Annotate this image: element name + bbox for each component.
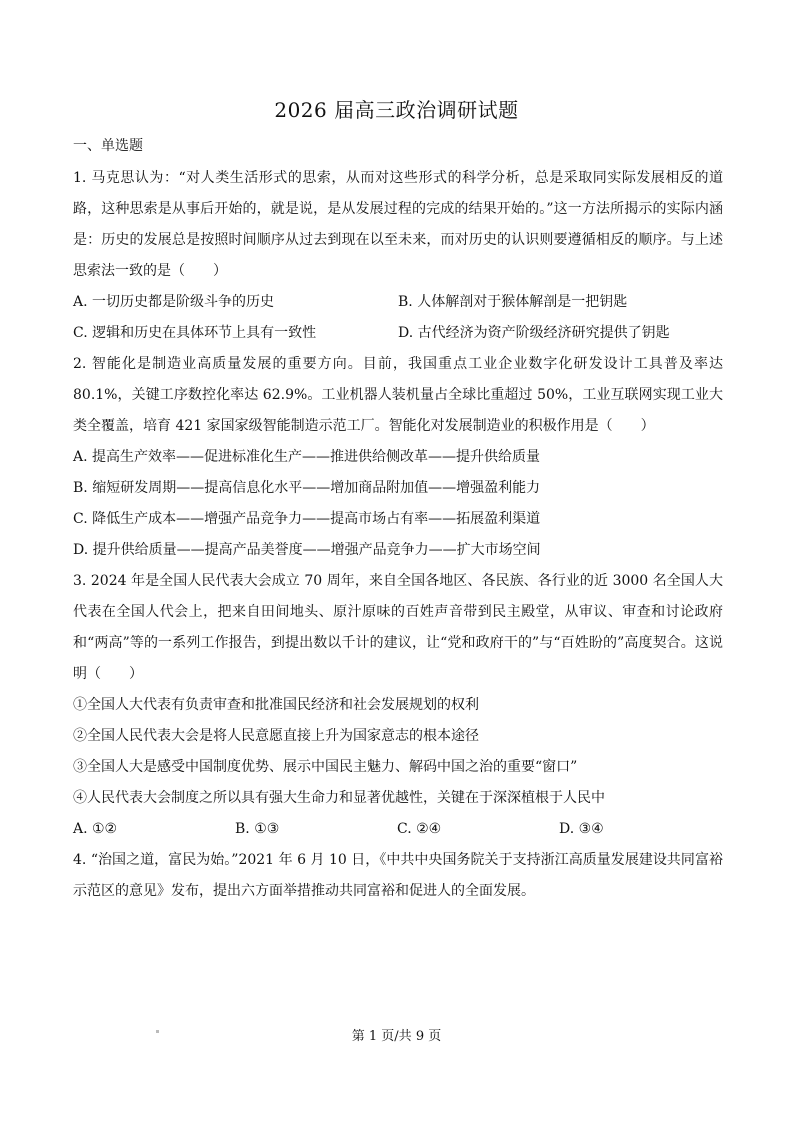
statement-2: ②全国人民代表大会是将人民意愿直接上升为国家意志的根本途径	[73, 728, 479, 744]
statement-3: ③全国人大是感受中国制度优势、展示中国民主魅力、解码中国之治的重要“窗口”	[73, 759, 578, 775]
option-row	[73, 814, 723, 845]
question-3	[73, 566, 723, 845]
question-4	[73, 845, 723, 907]
page-title: 2026 届高三政治调研试题	[274, 98, 519, 122]
option-b: B. 缩短研发周期——提高信息化水平——增加商品附加值——增强盈利能力	[73, 480, 541, 496]
question-stem: 2. 智能化是制造业高质量发展的重要方向。目前，我国重点工业企业数字化研发设计工具普及率达 80.1%，关键工序数控化率达 62.9%。工业机器人装机量占全球比重超过 50%，工业互联网实现工业大类全覆盖，培育 421 家国家级智能制造示范工厂。智能化对发展制造业的积极作用是（ ）	[73, 356, 723, 434]
page-footer: 第 1 页/共 9 页	[351, 1029, 442, 1044]
question-stem: 1. 马克思认为：“对人类生活形式的思索，从而对这些形式的科学分析，总是采取同实际发展相反的道路，这种思索是从事后开始的，就是说，是从发展过程的完成的结果开始的。”这一方法所揭示的实际内涵是：历史的发展总是按照时间顺序从过去到现在以至未来，而对历史的认识则要遵循相反的顺序。与上述思索法一致的是（ ）	[73, 170, 723, 279]
option-a: A. 一切历史都是阶级斗争的历史	[73, 294, 275, 310]
document-body	[73, 132, 723, 907]
option-a: A. 提高生产效率——促进标准化生产——推进供给侧改革——提升供给质量	[73, 449, 541, 465]
option-row	[73, 318, 723, 349]
question-stem: 3. 2024 年是全国人民代表大会成立 70 周年，来自全国各地区、各民族、各行业的近 3000 名全国人大代表在全国人代会上，把来自田间地头、原汁原味的百姓声音带到民主殿堂，从审议、审查和讨论政府和“两高”等的一系列工作报告，到提出数以千计的建议，让“党和政府干的”与“百姓盼的”高度契合。这说明（ ）	[73, 573, 723, 682]
option-d: D. ③④	[559, 821, 604, 837]
question-stem: 4. “治国之道，富民为始。”2021 年 6 月 10 日，《中共中央国务院关于支持浙江高质量发展建设共同富裕示范区的意见》发布，提出六方面举措推动共同富裕和促进人的全面发展。	[73, 852, 723, 899]
option-b: B. 人体解剖对于猴体解剖是一把钥匙	[398, 294, 628, 310]
option-c: C. 逻辑和历史在具体环节上具有一致性	[73, 325, 317, 341]
option-c: C. 降低生产成本——增强产品竞争力——提高市场占有率——拓展盈利渠道	[73, 511, 541, 527]
statement-4: ④人民代表大会制度之所以具有强大生命力和显著优越性，关键在于深深植根于人民中	[73, 790, 605, 806]
question-2	[73, 349, 723, 566]
option-b: B. ①③	[235, 821, 280, 837]
statement-1: ①全国人大代表有负责审查和批准国民经济和社会发展规划的权利	[73, 697, 479, 713]
section-heading: 一、单选题	[73, 138, 143, 154]
option-c: C. ②④	[397, 821, 442, 837]
question-1	[73, 163, 723, 349]
option-row	[73, 287, 723, 318]
option-a: A. ①②	[73, 821, 118, 837]
option-d: D. 提升供给质量——提高产品美誉度——增强产品竞争力——扩大市场空间	[73, 542, 541, 558]
option-d: D. 古代经济为资产阶级经济研究提供了钥匙	[398, 325, 670, 341]
